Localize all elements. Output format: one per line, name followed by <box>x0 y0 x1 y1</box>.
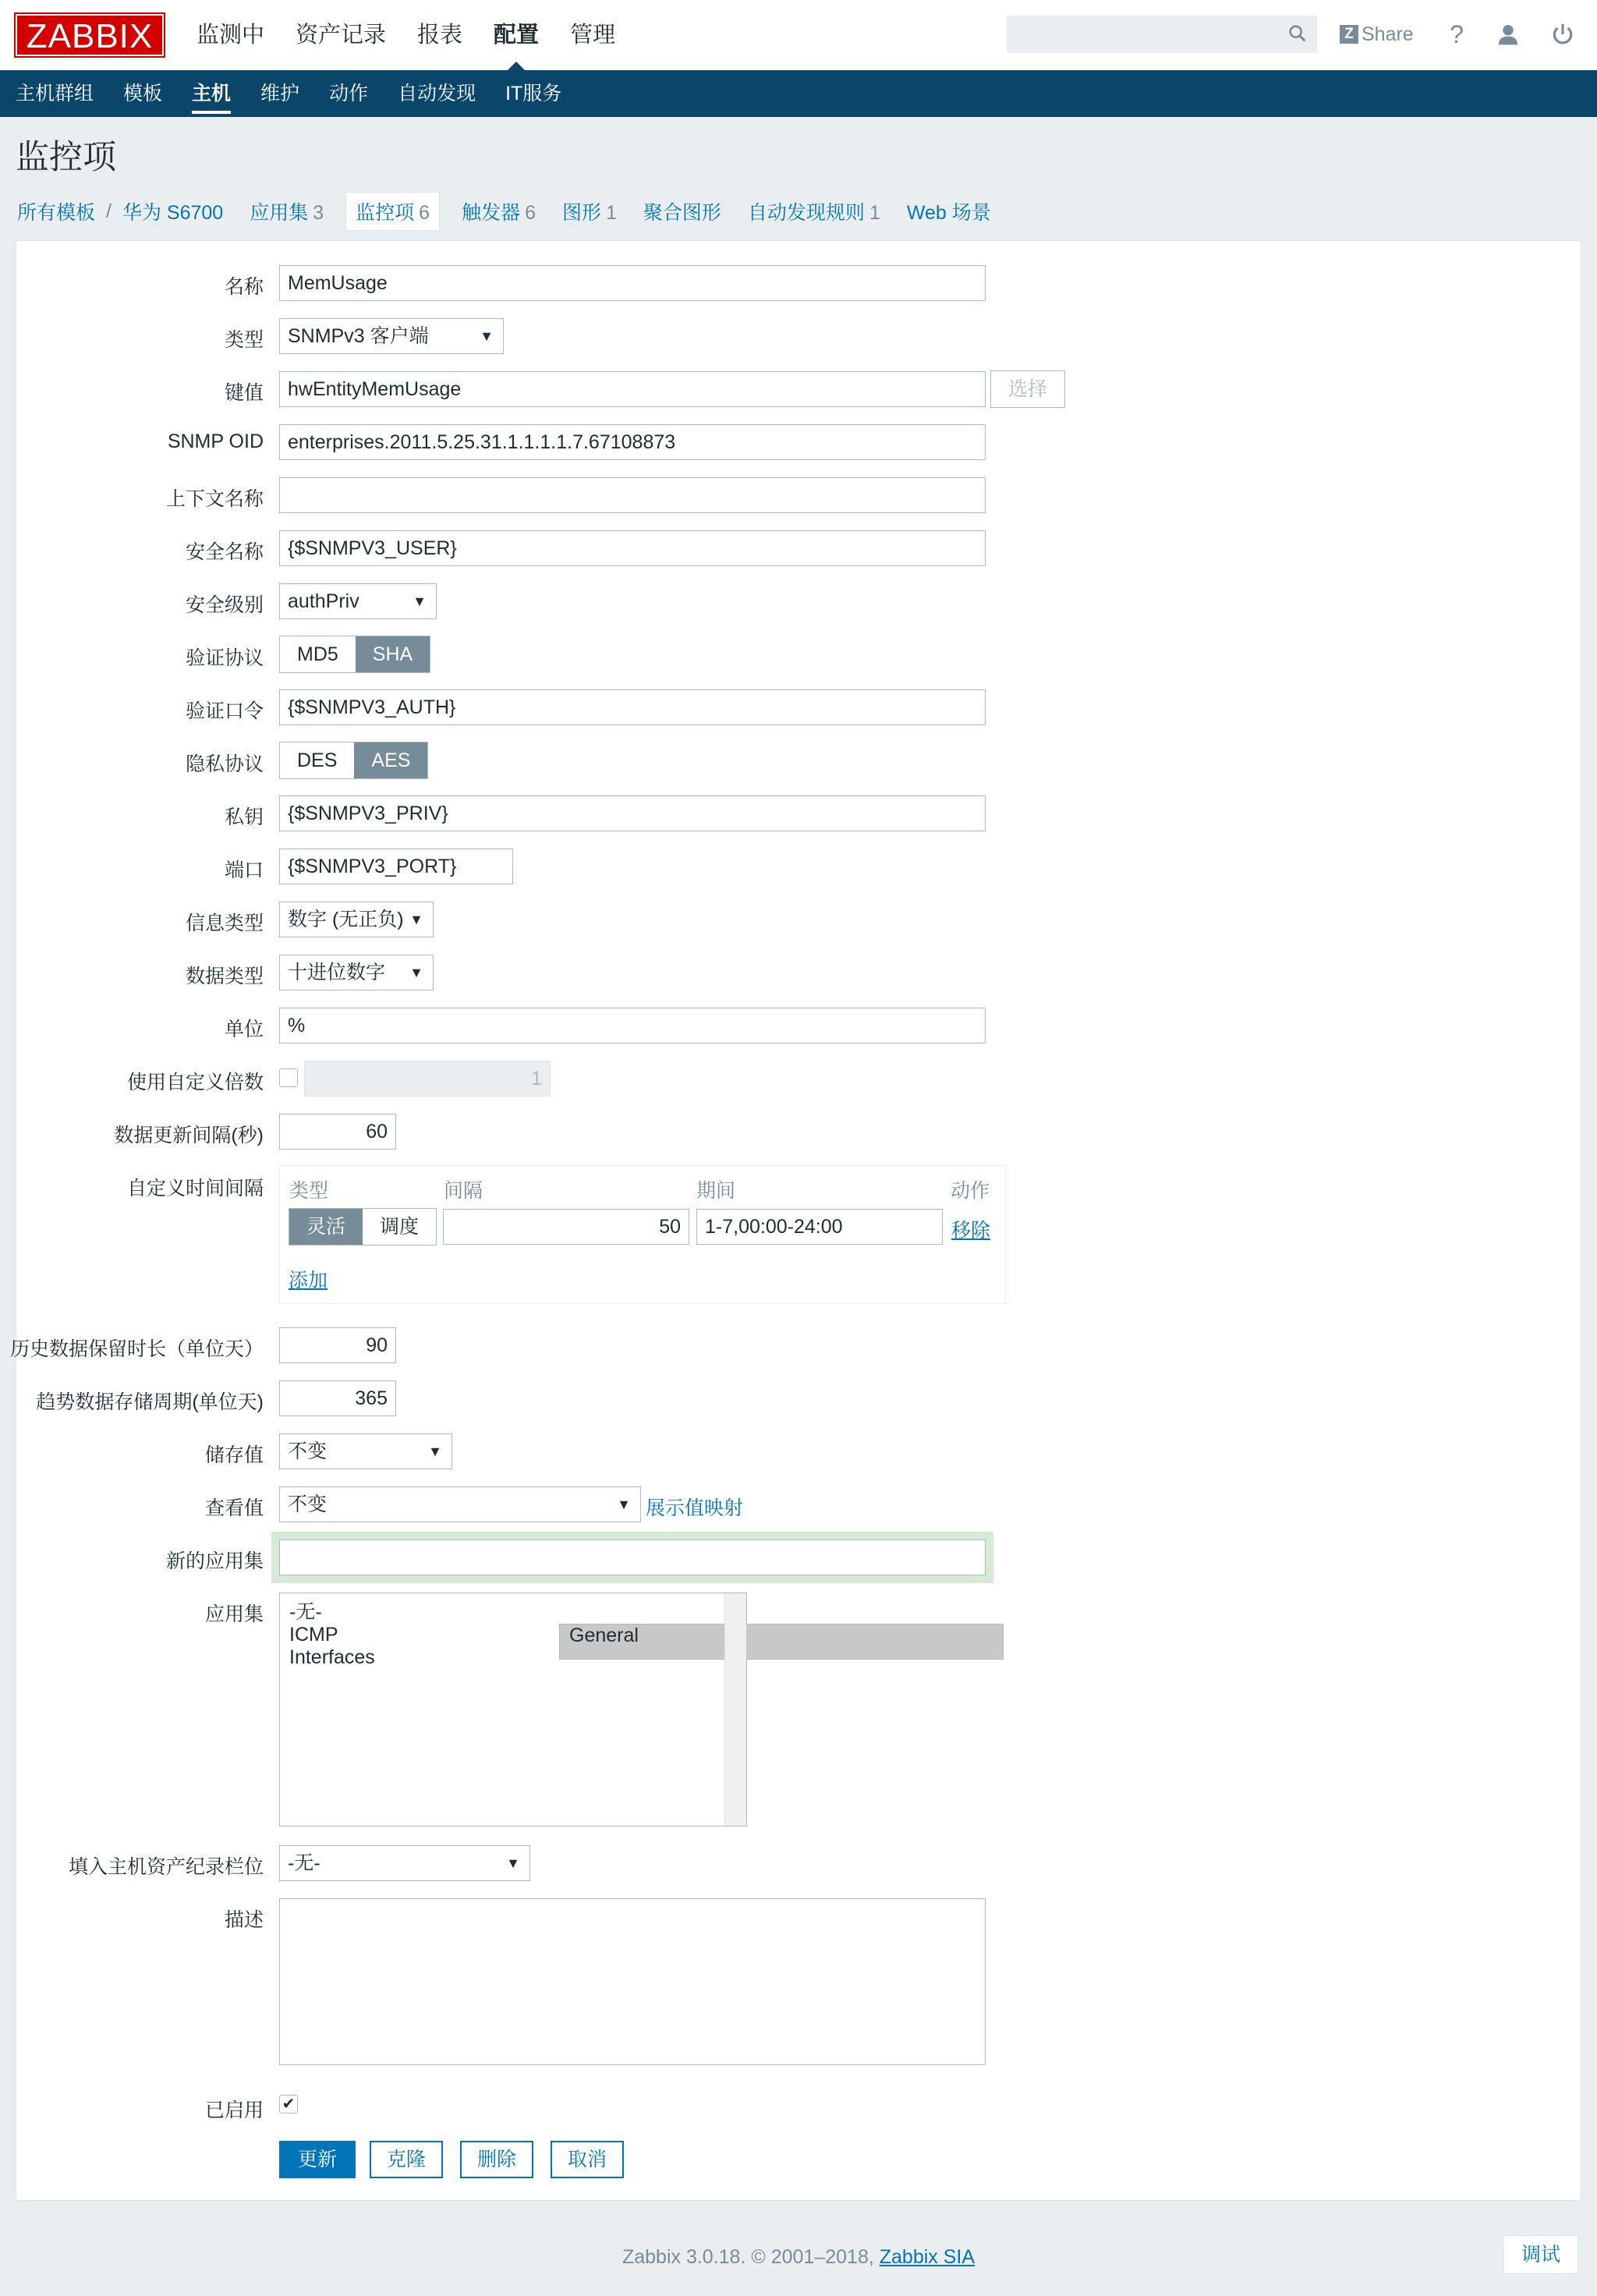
subnav-templates[interactable]: 模板 <box>123 83 163 105</box>
port-input[interactable]: {$SNMPV3_PORT} <box>279 849 513 884</box>
user-profile-icon[interactable] <box>1493 19 1524 50</box>
privacy-protocol-toggle <box>279 742 428 779</box>
data-type-label: 数据类型 <box>185 966 264 987</box>
crumb-host[interactable]: 华为 S6700 <box>122 202 224 224</box>
menu-configuration[interactable]: 配置 <box>478 0 554 70</box>
auth-protocol-sha[interactable]: SHA <box>356 636 430 672</box>
custom-intervals-label: 自定义时间间隔 <box>126 1178 264 1199</box>
menu-monitoring[interactable]: 监测中 <box>197 23 265 48</box>
security-level-label: 安全级别 <box>185 594 264 616</box>
key-input[interactable]: hwEntityMemUsage <box>279 371 986 407</box>
trends-label: 趋势数据存储周期(单位天) <box>36 1391 264 1413</box>
update-interval-input[interactable]: 60 <box>279 1114 396 1150</box>
custom-interval-header: 间隔 <box>444 1180 483 1202</box>
inventory-field-select[interactable]: -无- ▼ <box>279 1845 530 1881</box>
enabled-label: 已启用 <box>204 2099 264 2121</box>
security-name-label: 安全名称 <box>185 541 264 563</box>
custom-period-header: 期间 <box>696 1180 736 1202</box>
tab-triggers[interactable]: 触发器 6 <box>462 202 536 224</box>
new-application-label: 新的应用集 <box>165 1550 264 1572</box>
chevron-down-icon: ▼ <box>413 593 427 609</box>
menu-administration[interactable]: 管理 <box>570 23 616 48</box>
chevron-down-icon: ▼ <box>617 1497 631 1512</box>
tab-graphs[interactable]: 图形 1 <box>561 202 617 224</box>
delete-button[interactable]: 删除 <box>460 2141 533 2178</box>
key-label: 键值 <box>224 382 264 404</box>
name-label: 名称 <box>224 276 264 298</box>
show-value-mapping-link[interactable]: 展示值映射 <box>646 1497 744 1519</box>
private-key-input[interactable]: {$SNMPV3_PRIV} <box>279 795 986 831</box>
share-label: Share <box>1362 23 1414 45</box>
chevron-down-icon: ▼ <box>409 965 423 980</box>
auth-protocol-md5[interactable]: MD5 <box>280 636 356 672</box>
history-input[interactable]: 90 <box>279 1327 396 1363</box>
crumb-separator: / <box>106 200 112 222</box>
listbox-scrollbar[interactable] <box>724 1593 746 1826</box>
privacy-protocol-aes[interactable]: AES <box>354 742 427 778</box>
snmp-oid-label: SNMP OID <box>167 430 264 452</box>
auth-protocol-label: 验证协议 <box>185 647 264 669</box>
applications-listbox[interactable] <box>279 1593 747 1827</box>
port-label: 端口 <box>224 859 264 881</box>
enabled-checkbox[interactable]: ✔ <box>279 2095 298 2114</box>
search-icon[interactable] <box>1287 23 1308 44</box>
tab-applications[interactable]: 应用集 3 <box>250 202 324 224</box>
update-interval-label: 数据更新间隔(秒) <box>114 1125 264 1146</box>
key-select-button[interactable]: 选择 <box>990 370 1065 408</box>
applications-label: 应用集 <box>204 1603 264 1625</box>
custom-interval-input[interactable]: 50 <box>443 1209 689 1245</box>
application-option-none[interactable]: -无- <box>289 1601 322 1623</box>
context-name-input[interactable] <box>279 477 986 513</box>
type-label: 类型 <box>224 329 264 351</box>
application-option-interfaces[interactable]: Interfaces <box>289 1646 375 1668</box>
logout-icon[interactable] <box>1547 19 1578 50</box>
custom-action-header: 动作 <box>951 1180 990 1202</box>
store-value-select[interactable]: 不变 ▼ <box>279 1433 452 1469</box>
subnav-host-groups[interactable]: 主机群组 <box>16 83 94 105</box>
tab-items[interactable]: 监控项 6 <box>345 192 440 231</box>
menu-reports[interactable]: 报表 <box>417 23 463 48</box>
application-option-general[interactable]: General <box>559 1624 1004 1660</box>
footer <box>0 2246 1597 2269</box>
subnav-it-services[interactable]: IT服务 <box>505 83 562 105</box>
tab-web-scenarios[interactable]: Web 场景 <box>906 202 991 224</box>
privacy-protocol-label: 隐私协议 <box>185 753 264 775</box>
menu-inventory[interactable]: 资产记录 <box>296 23 387 48</box>
custom-period-input[interactable]: 1-7,00:00-24:00 <box>696 1209 943 1245</box>
inventory-field-label: 填入主机资产纪录栏位 <box>68 1856 264 1878</box>
new-application-input[interactable] <box>279 1540 986 1575</box>
tab-screens[interactable]: 聚合图形 <box>643 202 721 224</box>
crumb-all-templates[interactable]: 所有模板 <box>17 202 96 224</box>
tab-discovery-rules[interactable]: 自动发现规则 1 <box>747 202 880 224</box>
custom-multiplier-checkbox[interactable] <box>279 1068 298 1087</box>
cancel-button[interactable]: 取消 <box>551 2141 624 2178</box>
search-input[interactable] <box>1007 16 1317 53</box>
custom-multiplier-label: 使用自定义倍数 <box>126 1072 264 1093</box>
history-label: 历史数据保留时长（单位天） <box>9 1338 264 1360</box>
info-type-label: 信息类型 <box>185 912 264 934</box>
zabbix-logo[interactable]: ZABBIX <box>16 14 164 56</box>
subnav-discovery[interactable]: 自动发现 <box>398 83 476 105</box>
custom-type-scheduling[interactable]: 调度 <box>363 1209 436 1245</box>
data-type-select[interactable]: 十进位数字 ▼ <box>279 955 434 990</box>
auth-protocol-toggle <box>279 636 430 673</box>
chevron-down-icon: ▼ <box>428 1444 442 1459</box>
info-type-select[interactable]: 数字 (无正负) ▼ <box>279 902 434 937</box>
footer-zabbix-link[interactable]: Zabbix SIA <box>879 2246 976 2268</box>
custom-type-toggle <box>289 1208 437 1245</box>
security-level-select[interactable]: authPriv ▼ <box>279 583 437 619</box>
snmp-oid-input[interactable]: enterprises.2011.5.25.31.1.1.1.1.7.67108873 <box>279 424 986 460</box>
main-menu <box>181 0 631 70</box>
unit-input[interactable]: % <box>279 1008 986 1043</box>
custom-remove-link[interactable]: 移除 <box>951 1220 991 1242</box>
page-title: 监控项 <box>16 139 116 176</box>
privacy-protocol-des[interactable]: DES <box>280 742 354 778</box>
debug-button[interactable]: 调试 <box>1503 2235 1578 2274</box>
chevron-down-icon: ▼ <box>409 912 423 927</box>
trends-input[interactable]: 365 <box>279 1380 396 1416</box>
security-name-input[interactable]: {$SNMPV3_USER} <box>279 530 986 566</box>
sub-navigation <box>0 70 1597 117</box>
private-key-label: 私钥 <box>224 806 264 828</box>
subnav-actions[interactable]: 动作 <box>329 83 369 105</box>
custom-multiplier-input: 1 <box>304 1061 551 1097</box>
breadcrumb <box>17 193 1018 229</box>
subnav-hosts[interactable]: 主机 <box>182 70 240 117</box>
custom-add-link[interactable]: 添加 <box>289 1270 328 1292</box>
unit-label: 单位 <box>224 1019 264 1040</box>
custom-type-header: 类型 <box>289 1180 329 1202</box>
auth-passphrase-input[interactable]: {$SNMPV3_AUTH} <box>279 689 986 725</box>
show-value-select[interactable]: 不变 ▼ <box>279 1486 641 1522</box>
clone-button[interactable]: 克隆 <box>370 2141 443 2178</box>
footer-text: Zabbix 3.0.18. © 2001–2018, <box>621 2246 880 2268</box>
show-value-label: 查看值 <box>204 1497 264 1519</box>
chevron-down-icon: ▼ <box>506 1855 520 1871</box>
description-label: 描述 <box>224 1909 264 1931</box>
zabbix-share-icon: Z <box>1340 25 1358 44</box>
name-input[interactable]: MemUsage <box>279 265 986 301</box>
chevron-down-icon: ▼ <box>480 328 494 344</box>
share-button[interactable] <box>1340 20 1414 48</box>
update-button[interactable]: 更新 <box>279 2141 356 2178</box>
application-option-icmp[interactable]: ICMP <box>289 1624 338 1646</box>
top-header <box>0 0 1597 70</box>
context-name-label: 上下文名称 <box>165 488 264 510</box>
subnav-maintenance[interactable]: 维护 <box>260 83 300 105</box>
type-select[interactable]: SNMPv3 客户端 ▼ <box>279 318 504 354</box>
auth-passphrase-label: 验证口令 <box>185 700 264 722</box>
help-icon[interactable]: ? <box>1450 20 1464 48</box>
store-value-label: 储存值 <box>204 1444 264 1466</box>
description-textarea[interactable] <box>279 1898 986 2065</box>
custom-type-flexible[interactable]: 灵活 <box>289 1209 363 1245</box>
